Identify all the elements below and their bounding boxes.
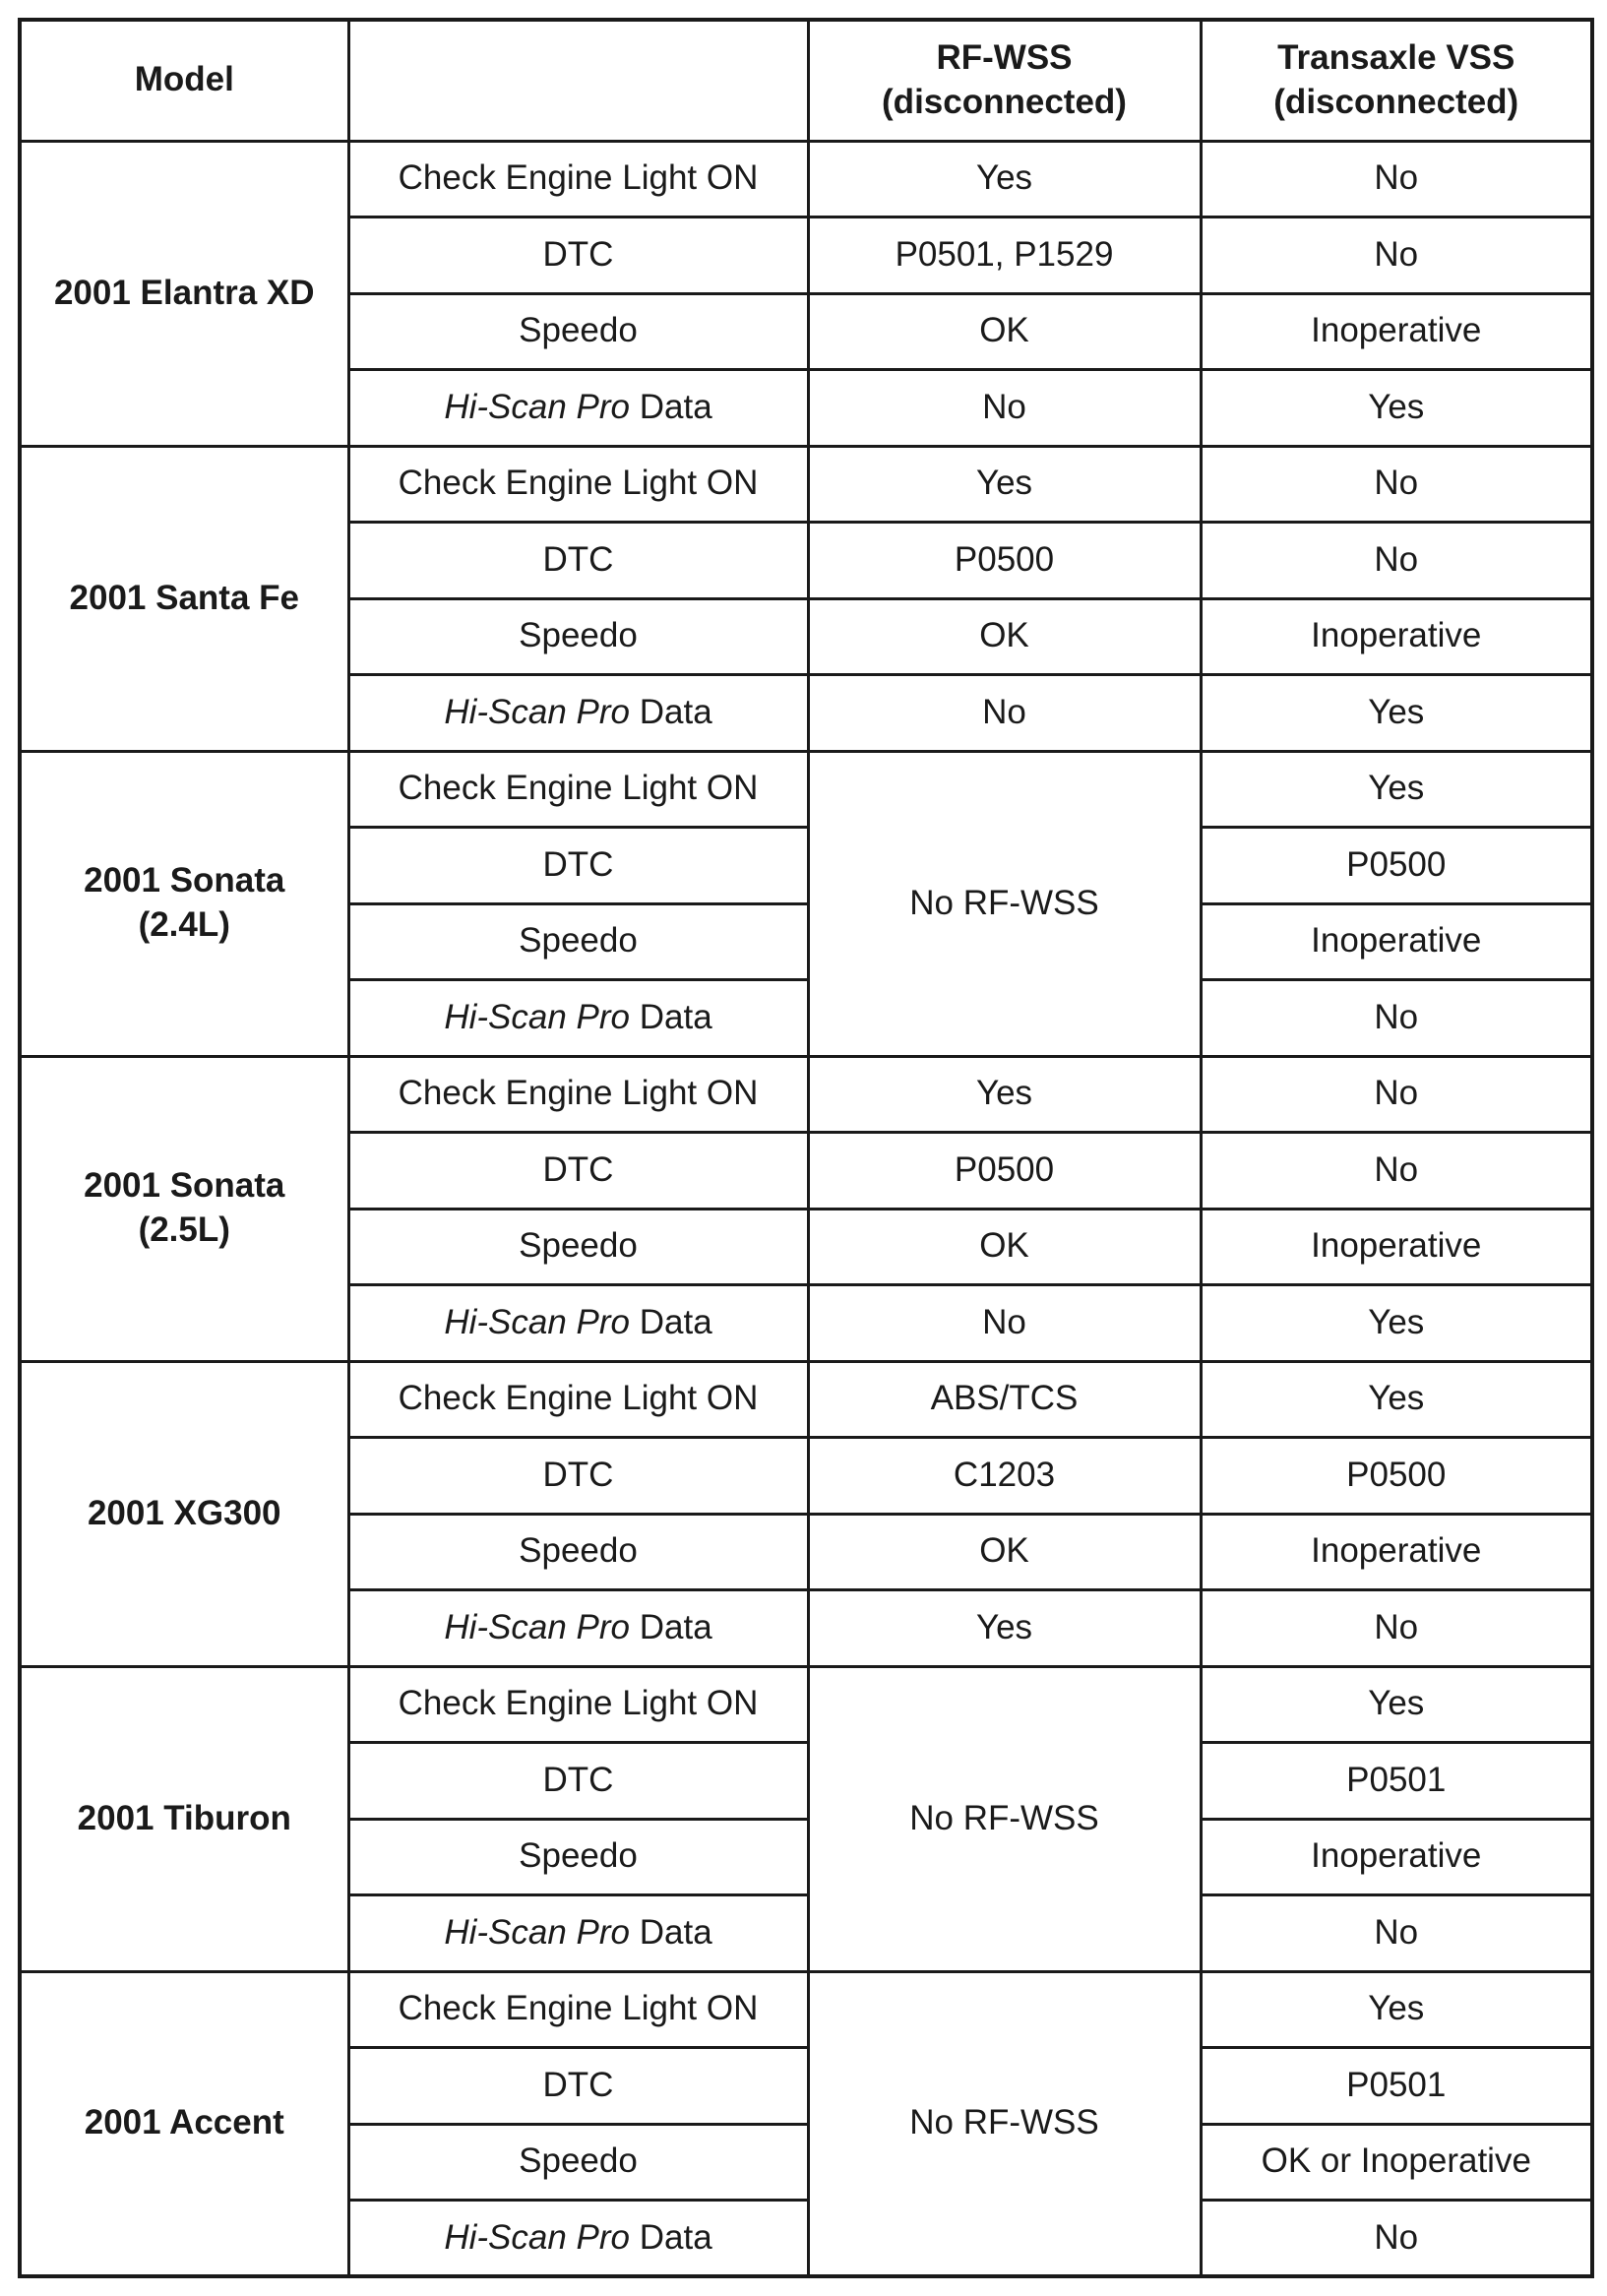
metric-hi-scan-pro-italic: Hi-Scan Pro xyxy=(444,692,630,731)
metric-speedo: Speedo xyxy=(348,598,808,675)
rf-wss-cell: Yes xyxy=(808,141,1201,217)
rf-wss-cell: C1203 xyxy=(808,1438,1201,1515)
metric-hi-scan-pro-data xyxy=(348,370,808,447)
model-name-line: 2001 Elantra XD xyxy=(53,273,315,312)
rf-wss-cell-merged: No RF-WSS xyxy=(808,1666,1201,1971)
rf-wss-cell: OK xyxy=(808,1514,1201,1590)
header-rf-wss-line-2: (disconnected) xyxy=(882,82,1127,121)
rf-wss-cell: Yes xyxy=(808,1056,1201,1133)
metric-hi-scan-pro-italic: Hi-Scan Pro xyxy=(444,1302,630,1341)
comparison-table xyxy=(18,18,1594,2278)
rf-wss-cell: Yes xyxy=(808,1590,1201,1667)
header-rf-wss-line-1: RF-WSS xyxy=(936,37,1073,77)
rf-wss-cell: OK xyxy=(808,1209,1201,1285)
header-rf-wss xyxy=(808,20,1201,141)
metric-check-engine-light: Check Engine Light ON xyxy=(348,751,808,828)
table-row xyxy=(20,1361,1592,1438)
metric-hi-scan-pro-data xyxy=(348,675,808,752)
model-name-line: (2.5L) xyxy=(138,1210,230,1249)
metric-check-engine-light: Check Engine Light ON xyxy=(348,1666,808,1743)
metric-hi-scan-pro-italic: Hi-Scan Pro xyxy=(444,1912,630,1952)
model-name-line: 2001 Sonata xyxy=(84,1166,285,1206)
metric-dtc: DTC xyxy=(348,1743,808,1820)
model-name-line: 2001 XG300 xyxy=(87,1493,281,1532)
metric-hi-scan-data-suffix: Data xyxy=(630,1302,712,1341)
transaxle-vss-cell: Inoperative xyxy=(1201,1209,1592,1285)
metric-hi-scan-pro-italic: Hi-Scan Pro xyxy=(444,997,630,1036)
transaxle-vss-cell: P0501 xyxy=(1201,1743,1592,1820)
metric-hi-scan-data-suffix: Data xyxy=(630,997,712,1036)
transaxle-vss-cell: P0501 xyxy=(1201,2048,1592,2125)
transaxle-vss-cell: Yes xyxy=(1201,675,1592,752)
transaxle-vss-cell: Yes xyxy=(1201,751,1592,828)
table-row xyxy=(20,1666,1592,1743)
transaxle-vss-cell: Yes xyxy=(1201,1971,1592,2048)
rf-wss-cell: OK xyxy=(808,293,1201,370)
rf-wss-cell-merged: No RF-WSS xyxy=(808,1971,1201,2276)
metric-speedo: Speedo xyxy=(348,1819,808,1895)
header-transaxle-vss xyxy=(1201,20,1592,141)
table-row xyxy=(20,1056,1592,1133)
header-vss-line-2: (disconnected) xyxy=(1273,82,1519,121)
transaxle-vss-cell: Inoperative xyxy=(1201,903,1592,980)
rf-wss-cell: P0500 xyxy=(808,523,1201,599)
metric-hi-scan-pro-italic: Hi-Scan Pro xyxy=(444,387,630,426)
metric-dtc: DTC xyxy=(348,217,808,294)
table-row xyxy=(20,1971,1592,2048)
transaxle-vss-cell: Yes xyxy=(1201,1361,1592,1438)
metric-check-engine-light: Check Engine Light ON xyxy=(348,141,808,217)
rf-wss-cell: P0500 xyxy=(808,1133,1201,1210)
metric-check-engine-light: Check Engine Light ON xyxy=(348,1056,808,1133)
metric-speedo: Speedo xyxy=(348,903,808,980)
metric-dtc: DTC xyxy=(348,523,808,599)
transaxle-vss-cell: No xyxy=(1201,2201,1592,2277)
metric-dtc: DTC xyxy=(348,2048,808,2125)
metric-check-engine-light: Check Engine Light ON xyxy=(348,1971,808,2048)
transaxle-vss-cell: Inoperative xyxy=(1201,598,1592,675)
table-row xyxy=(20,141,1592,217)
metric-check-engine-light: Check Engine Light ON xyxy=(348,446,808,523)
transaxle-vss-cell: Yes xyxy=(1201,1285,1592,1362)
transaxle-vss-cell: No xyxy=(1201,1895,1592,1972)
transaxle-vss-cell: No xyxy=(1201,141,1592,217)
metric-hi-scan-pro-data xyxy=(348,1285,808,1362)
transaxle-vss-cell: P0500 xyxy=(1201,1438,1592,1515)
metric-hi-scan-data-suffix: Data xyxy=(630,2217,712,2257)
metric-speedo: Speedo xyxy=(348,1209,808,1285)
metric-dtc: DTC xyxy=(348,1133,808,1210)
metric-hi-scan-pro-data xyxy=(348,2201,808,2277)
model-cell xyxy=(20,141,348,446)
header-model: Model xyxy=(20,20,348,141)
table-body xyxy=(20,141,1592,2276)
model-cell xyxy=(20,1361,348,1666)
metric-hi-scan-data-suffix: Data xyxy=(630,1912,712,1952)
model-name-line: 2001 Accent xyxy=(84,2103,284,2142)
metric-hi-scan-pro-italic: Hi-Scan Pro xyxy=(444,1607,630,1646)
transaxle-vss-cell: OK or Inoperative xyxy=(1201,2124,1592,2201)
model-cell xyxy=(20,446,348,751)
rf-wss-cell-merged: No RF-WSS xyxy=(808,751,1201,1056)
rf-wss-cell: No xyxy=(808,675,1201,752)
transaxle-vss-cell: No xyxy=(1201,1590,1592,1667)
transaxle-vss-cell: Yes xyxy=(1201,1666,1592,1743)
transaxle-vss-cell: No xyxy=(1201,523,1592,599)
rf-wss-cell: No xyxy=(808,1285,1201,1362)
metric-dtc: DTC xyxy=(348,1438,808,1515)
rf-wss-cell: OK xyxy=(808,598,1201,675)
model-cell xyxy=(20,1971,348,2276)
transaxle-vss-cell: No xyxy=(1201,980,1592,1057)
transaxle-vss-cell: Inoperative xyxy=(1201,293,1592,370)
table-row xyxy=(20,751,1592,828)
metric-speedo: Speedo xyxy=(348,2124,808,2201)
rf-wss-cell: P0501, P1529 xyxy=(808,217,1201,294)
metric-hi-scan-pro-data xyxy=(348,1590,808,1667)
transaxle-vss-cell: Inoperative xyxy=(1201,1514,1592,1590)
metric-check-engine-light: Check Engine Light ON xyxy=(348,1361,808,1438)
transaxle-vss-cell: P0500 xyxy=(1201,828,1592,904)
rf-wss-cell: ABS/TCS xyxy=(808,1361,1201,1438)
model-name-line: 2001 Sonata xyxy=(84,861,285,900)
metric-hi-scan-data-suffix: Data xyxy=(630,1607,712,1646)
metric-hi-scan-pro-data xyxy=(348,1895,808,1972)
transaxle-vss-cell: No xyxy=(1201,1056,1592,1133)
header-vss-line-1: Transaxle VSS xyxy=(1277,37,1515,77)
model-cell xyxy=(20,751,348,1056)
model-name-line: (2.4L) xyxy=(138,905,230,944)
model-name-line: 2001 Santa Fe xyxy=(69,578,299,617)
metric-speedo: Speedo xyxy=(348,293,808,370)
metric-hi-scan-pro-italic: Hi-Scan Pro xyxy=(444,2217,630,2257)
model-cell xyxy=(20,1666,348,1971)
metric-dtc: DTC xyxy=(348,828,808,904)
rf-wss-cell: Yes xyxy=(808,446,1201,523)
transaxle-vss-cell: No xyxy=(1201,446,1592,523)
transaxle-vss-cell: No xyxy=(1201,217,1592,294)
model-name-line: 2001 Tiburon xyxy=(77,1798,291,1837)
model-cell xyxy=(20,1056,348,1361)
header-row xyxy=(20,20,1592,141)
metric-hi-scan-data-suffix: Data xyxy=(630,387,712,426)
metric-speedo: Speedo xyxy=(348,1514,808,1590)
rf-wss-cell: No xyxy=(808,370,1201,447)
table-row xyxy=(20,446,1592,523)
transaxle-vss-cell: No xyxy=(1201,1133,1592,1210)
transaxle-vss-cell: Inoperative xyxy=(1201,1819,1592,1895)
metric-hi-scan-pro-data xyxy=(348,980,808,1057)
transaxle-vss-cell: Yes xyxy=(1201,370,1592,447)
header-metric xyxy=(348,20,808,141)
metric-hi-scan-data-suffix: Data xyxy=(630,692,712,731)
